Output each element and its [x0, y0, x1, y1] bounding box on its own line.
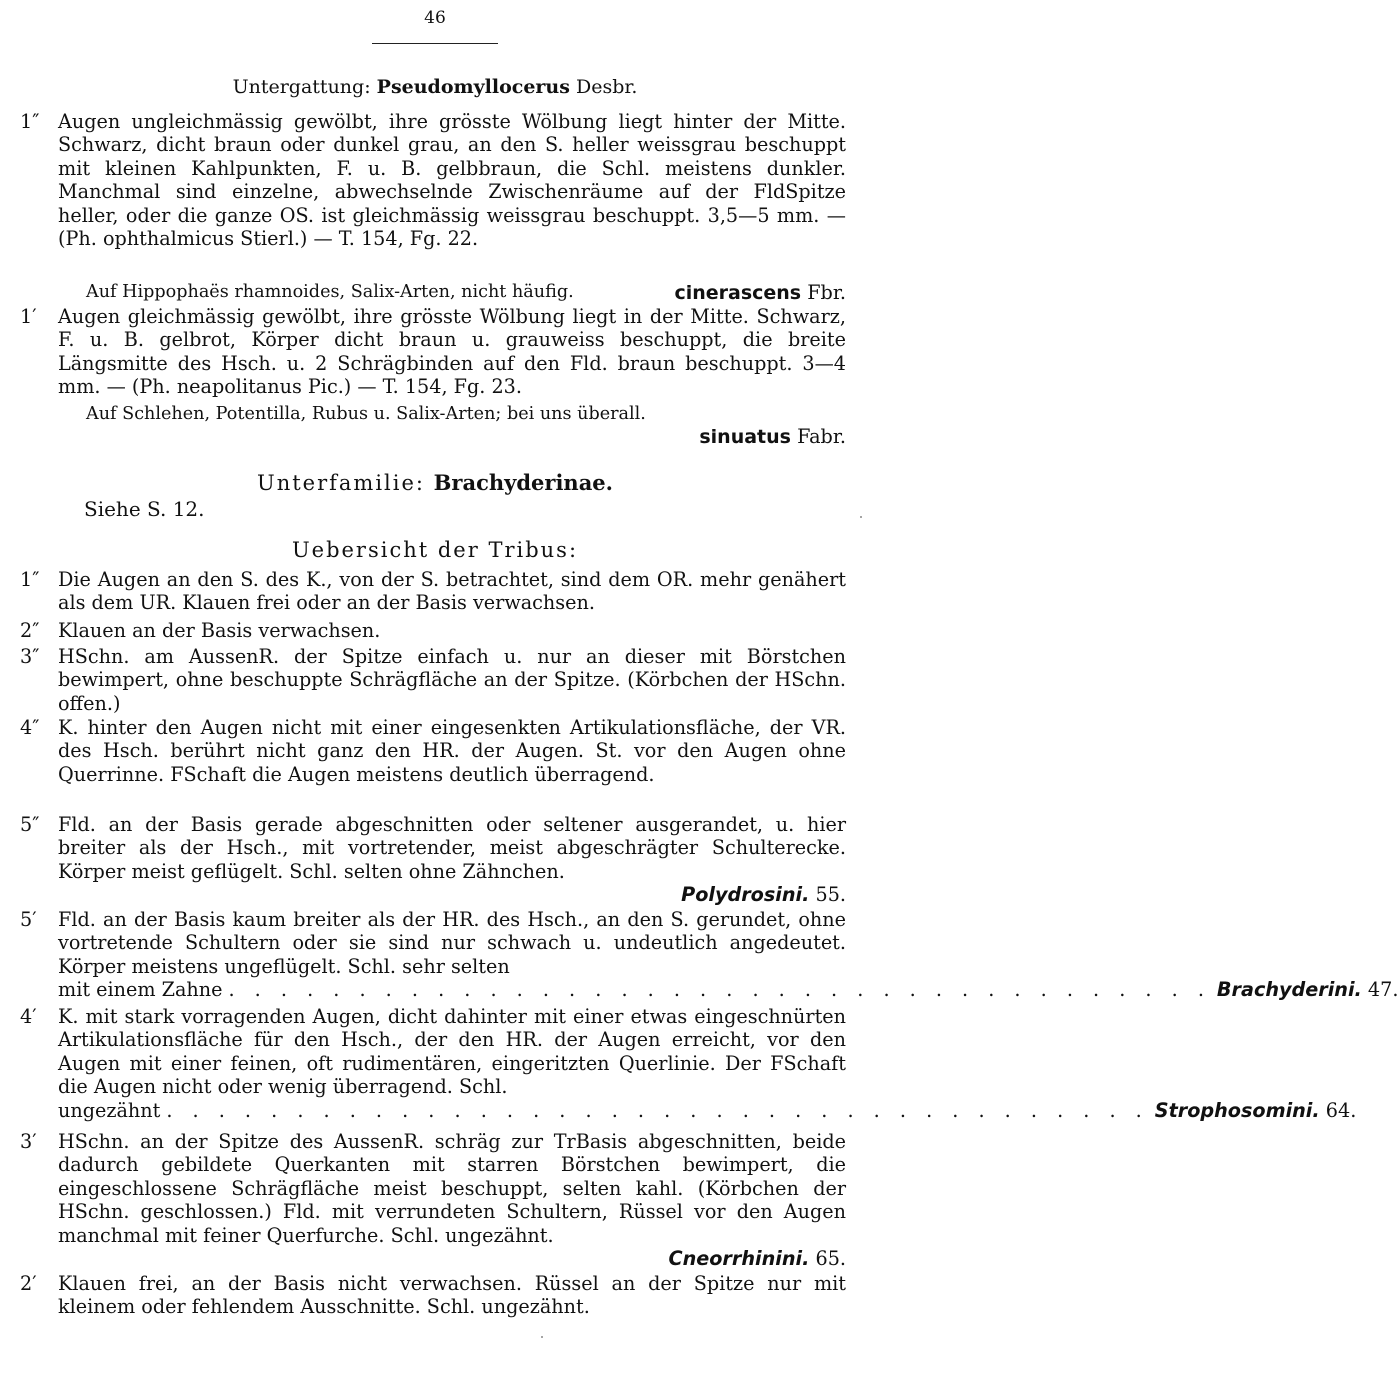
tribe-page: 47. — [1367, 978, 1398, 1002]
key-couplet — [20, 908, 1398, 1002]
entry-text: Augen gleichmässig gewölbt, ihre grösste Wölbung liegt in der Mitte. Schwarz, F. u. B. gelbrot, Körper dicht braun u. grauweiss beschuppt, die breite Längsmitte des Hsch. u. 2 Schrägbinden auf den Fld. braun beschuppt. 3—4 mm. — (Ph. neapolitanus Pic.) — T. 154, Fg. 23. — [58, 305, 846, 399]
couplet-number: 1″ — [20, 568, 40, 591]
couplet-text: K. mit stark vorragenden Augen, dicht dahinter mit einer etwas eingeschnürten Artikulationsfläche für den Hsch., der den HR. der Augen erreicht, vor den Augen mit einer feinen, oft rudimentären, eingeritzten Querlinie. Der FSchaft die Augen nicht oder wenig überragend. Schl. — [58, 1005, 846, 1099]
couplet-text: Fld. an der Basis gerade abgeschnitten oder seltener ausgerandet, u. hier breiter als der Hsch., mit vortretender, meist abgeschrägter Schulterecke. Körper meist geflügelt. Schl. selten ohne Zähnchen. — [58, 813, 846, 883]
tribe-name: Polydrosini. — [681, 883, 810, 907]
tribe-name: Cneorrhinini. — [668, 1247, 810, 1271]
lead-text: ungezähnt — [58, 1098, 161, 1122]
tribe-page: 55. — [815, 883, 846, 907]
host-line: Auf Schlehen, Potentilla, Rubus u. Salix-Arten; bei uns überall. — [86, 404, 646, 424]
couplet-text: Fld. an der Basis kaum breiter als der HR. des Hsch., an den S. gerundet, ohne vortretende Schultern oder sie sind nur schwach u. undeutlich angedeutet. Körper meistens ungeflügelt. Schl. sehr selten — [58, 908, 846, 978]
couplet-number: 3″ — [20, 645, 40, 668]
subgenus-name: Pseudomyllocerus — [376, 76, 570, 98]
species-author: Fbr. — [807, 281, 846, 304]
couplet-number: 4″ — [20, 716, 40, 739]
species-name: cinerascens — [674, 282, 802, 304]
tribe-page: 64. — [1325, 1098, 1357, 1122]
couplet-number: 5′ — [20, 908, 37, 931]
key-couplet — [20, 813, 846, 907]
host-line: Auf Hippophaës rhamnoides, Salix-Arten, nicht häufig. — [86, 282, 574, 302]
species-name-line — [20, 425, 846, 449]
species-entry — [20, 305, 846, 399]
tribe-name: Brachyderini. — [1216, 978, 1362, 1002]
entry-number: 1′ — [20, 305, 37, 328]
overview-heading: Uebersicht der Tribus: — [291, 538, 579, 562]
species-author: Fabr. — [797, 425, 846, 448]
subfamily-prefix: Unterfamilie: — [257, 471, 434, 495]
tribe-reference — [58, 978, 1398, 1002]
subgenus-prefix: Untergattung: — [232, 76, 377, 98]
couplet-text: Klauen frei, an der Basis nicht verwachsen. Rüssel an der Spitze nur mit kleinem oder fehlendem Ausschnitte. Schl. ungezähnt. — [58, 1272, 846, 1319]
paper-speck — [541, 1336, 543, 1338]
key-couplet — [20, 645, 846, 715]
couplet-number: 2′ — [20, 1272, 37, 1295]
header-rule — [372, 43, 498, 44]
key-couplet — [20, 1005, 1357, 1122]
tribe-page: 65. — [815, 1247, 846, 1271]
couplet-text: Die Augen an den S. des K., von der S. betrachtet, sind dem OR. mehr genähert als dem UR. Klauen frei oder an der Basis verwachsen. — [58, 568, 846, 615]
key-couplet — [20, 716, 846, 786]
tribe-reference — [20, 1247, 846, 1270]
couplet-number: 2″ — [20, 619, 40, 642]
cross-reference: Siehe S. 12. — [84, 497, 205, 521]
couplet-text: Klauen an der Basis verwachsen. — [58, 619, 381, 642]
subfamily-name: Brachyderinae. — [433, 470, 613, 495]
species-entry — [20, 110, 846, 250]
key-couplet — [20, 1272, 846, 1319]
subgenus-author: Desbr. — [569, 76, 638, 98]
tribe-reference — [58, 1098, 1357, 1122]
couplet-number: 5″ — [20, 813, 40, 836]
subfamily-heading — [0, 470, 870, 495]
paper-speck — [860, 516, 862, 518]
tribe-reference — [20, 883, 846, 906]
entry-number: 1″ — [20, 110, 40, 133]
couplet-number: 3′ — [20, 1130, 37, 1153]
key-couplet — [20, 1130, 846, 1270]
tribe-name: Strophosomini. — [1154, 1098, 1320, 1122]
subgenus-heading — [0, 76, 870, 98]
couplet-text: HSchn. am AussenR. der Spitze einfach u. nur an dieser mit Börstchen bewimpert, ohne beschuppte Schrägfläche an der Spitze. (Körbchen der HSchn. offen.) — [58, 645, 846, 715]
species-name: sinuatus — [699, 426, 791, 448]
species-name-line — [20, 281, 846, 305]
entry-text: Augen ungleichmässig gewölbt, ihre grösste Wölbung liegt hinter der Mitte. Schwarz, dicht braun oder dunkel grau, an den S. heller weissgrau beschuppt mit kleinen Kahlpunkten, F. u. B. gelbbraun, die Schl. meistens dunkler. Manchmal sind einzelne, abwechselnde Zwischenräume auf der FldSpitze heller, oder die ganze OS. ist gleichmässig weissgrau beschuppt. 3,5—5 mm. — (Ph. ophthalmicus Stierl.) — T. 154, Fg. 22. — [58, 110, 846, 251]
key-couplet — [20, 568, 846, 615]
lead-text: mit einem Zahne — [58, 978, 223, 1002]
couplet-text: K. hinter den Augen nicht mit einer eingesenkten Artikulationsfläche, der VR. des Hsch. berührt nicht ganz den HR. der Augen. St. vor den Augen ohne Querrinne. FSchaft die Augen meistens deutlich überragend. — [58, 716, 846, 786]
couplet-text: HSchn. an der Spitze des AussenR. schräg zur TrBasis abgeschnitten, beide dadurch gebildete Querkanten mit starren Börstchen bewimpert, die eingeschlossene Schrägfläche meist beschuppt, selten kahl. (Körbchen der HSchn. geschlossen.) Fld. mit verrundeten Schultern, Rüssel vor den Augen manchmal mit feiner Querfurche. Schl. ungezähnt. — [58, 1130, 846, 1247]
dot-leader: . . . . . . . . . . . . . . . . . . . . . . . . . . . . . . . . . . . . . . — [166, 1098, 1149, 1122]
key-couplet — [20, 619, 846, 642]
dot-leader: . . . . . . . . . . . . . . . . . . . . . . . . . . . . . . . . . . . . . . — [228, 978, 1211, 1002]
page-number: 46 — [424, 8, 446, 28]
couplet-number: 4′ — [20, 1005, 37, 1028]
